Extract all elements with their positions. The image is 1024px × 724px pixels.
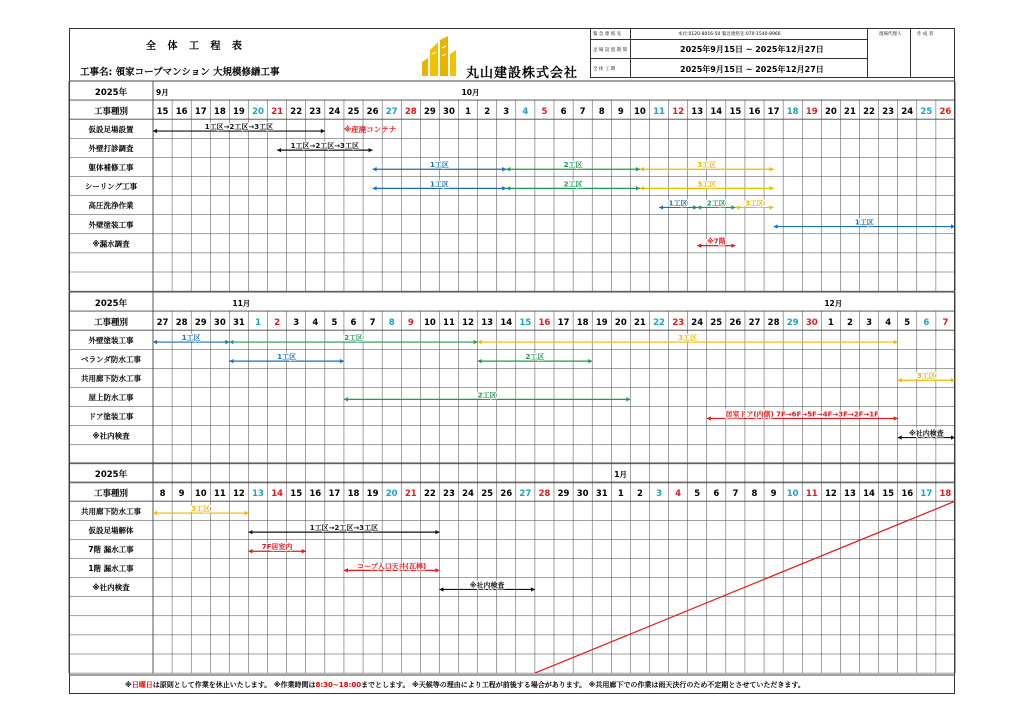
bar-arrow-end — [894, 416, 898, 420]
day-cell: 9 — [407, 318, 414, 329]
day-cell: 8 — [751, 489, 758, 500]
bar-arrow-start — [277, 148, 281, 152]
day-cell: 30 — [213, 318, 226, 329]
bar-label: 3工区 — [916, 372, 936, 381]
bar-arrow-start — [153, 129, 157, 133]
day-cell: 28 — [767, 318, 780, 329]
bar-arrow-end — [474, 340, 478, 344]
task-label: ドア塗装工事 — [88, 412, 134, 422]
day-cell: 2 — [274, 318, 281, 329]
bar-arrow-end — [531, 587, 535, 591]
day-cell: 19 — [595, 318, 608, 329]
bar-label: 1工区→2工区→3工区 — [290, 142, 360, 151]
bar-arrow-end — [626, 397, 630, 401]
bar-label: ※7階 — [706, 237, 726, 246]
bar-label: 2工区 — [563, 180, 583, 189]
day-cell: 18 — [347, 489, 360, 500]
day-cell: 5 — [904, 318, 911, 329]
day-cell: 15 — [729, 107, 742, 118]
rep-label: 現場代理人 — [879, 32, 902, 37]
day-cell: 15 — [290, 489, 303, 500]
bar-arrow-start — [344, 397, 348, 401]
bar-label: 2工区 — [706, 199, 726, 208]
task-label: 外壁塗装工事 — [88, 335, 134, 345]
day-cell: 1 — [255, 318, 261, 329]
day-cell: 28 — [538, 489, 551, 500]
bar-label: ※社内検査 — [908, 429, 944, 438]
day-cell: 17 — [328, 489, 341, 500]
month-label: 10月 — [461, 88, 480, 98]
day-cell: 2 — [847, 318, 853, 329]
day-cell: 10 — [194, 489, 207, 500]
day-cell: 1 — [617, 489, 624, 500]
bar-arrow-end — [951, 378, 955, 382]
task-label: シーリング工事 — [84, 182, 138, 192]
day-cell: 22 — [863, 107, 875, 118]
year-label: 2025年 — [94, 470, 128, 481]
task-label: ベランダ防水工事 — [81, 354, 141, 364]
day-cell: 23 — [443, 489, 455, 500]
task-label: 共用廊下防水工事 — [81, 373, 141, 383]
day-cell: 25 — [481, 489, 494, 500]
bar-arrow-start — [478, 359, 482, 363]
bar-arrow-end — [951, 224, 955, 228]
day-cell: 18 — [576, 318, 589, 329]
day-cell: 20 — [252, 107, 264, 118]
bar-arrow-end — [321, 129, 325, 133]
day-cell: 21 — [404, 489, 417, 500]
day-cell: 24 — [328, 107, 341, 118]
day-cell: 17 — [920, 489, 933, 500]
task-label: 高圧洗浄作業 — [88, 201, 134, 211]
task-label: 仮設足場設置 — [88, 124, 134, 134]
day-cell: 13 — [252, 489, 264, 500]
day-cell: 25 — [710, 318, 723, 329]
bar-arrow-start — [659, 205, 663, 209]
day-cell: 19 — [366, 489, 379, 500]
bar-arrow-end — [435, 568, 439, 572]
bar-arrow-start — [478, 340, 482, 344]
bar-label: 2工区 — [344, 334, 363, 343]
bar-arrow-end — [770, 205, 774, 209]
day-cell: 3 — [293, 318, 300, 329]
year-label: 2025年 — [94, 299, 128, 310]
day-cell: 6 — [923, 318, 930, 329]
day-cell: 12 — [824, 489, 837, 500]
day-cell: 7 — [942, 318, 949, 329]
day-cell: 17 — [767, 107, 780, 118]
day-cell: 8 — [159, 489, 166, 500]
day-cell: 18 — [786, 107, 799, 118]
day-cell: 12 — [233, 489, 245, 500]
bar-arrow-end — [731, 205, 735, 209]
day-cell: 11 — [653, 107, 665, 118]
task-label: 1階 漏水工事 — [88, 564, 134, 574]
emergency-label: 緊 急 連 絡 先 — [593, 32, 622, 37]
bar-arrow-start — [229, 359, 233, 363]
task-label: 外壁打診調査 — [88, 143, 134, 153]
day-cell: 16 — [175, 107, 188, 118]
bar-arrow-start — [506, 186, 510, 190]
day-cell: 9 — [770, 489, 777, 500]
bar-arrow-start — [774, 224, 778, 228]
bar-label: 1工区 — [854, 218, 874, 227]
day-cell: 21 — [844, 107, 856, 118]
day-cell: 8 — [598, 107, 605, 118]
task-label: ※社内検査 — [92, 431, 130, 441]
bar-arrow-start — [248, 530, 252, 534]
day-cell: 29 — [557, 489, 570, 500]
day-cell: 6 — [350, 318, 357, 329]
day-cell: 3 — [866, 318, 873, 329]
day-cell: 30 — [443, 107, 455, 118]
bar-arrow-end — [770, 186, 774, 190]
category-header: 工事種別 — [93, 107, 129, 118]
bar-label: 3工区 — [678, 334, 698, 343]
day-cell: 14 — [710, 107, 723, 118]
month-label: 1月 — [614, 470, 628, 480]
bar-label: 1工区→2工区→3工区 — [309, 524, 379, 533]
bar-arrow-start — [344, 568, 348, 572]
day-cell: 26 — [366, 107, 379, 118]
task-label: 共用廊下防水工事 — [81, 506, 141, 516]
day-cell: 20 — [385, 489, 398, 500]
day-cell: 20 — [824, 107, 837, 118]
note-label: ※産廃コンテナ — [343, 124, 397, 134]
bar-label: 1工区→2工区→3工区 — [204, 123, 274, 132]
day-cell: 27 — [156, 318, 169, 329]
task-label: 外壁塗装工事 — [88, 220, 134, 230]
day-cell: 11 — [443, 318, 455, 329]
month-label: 12月 — [824, 299, 843, 309]
bar-arrow-start — [640, 167, 644, 171]
bar-arrow-end — [502, 186, 506, 190]
category-header: 工事種別 — [93, 489, 129, 500]
bar-arrow-end — [244, 511, 248, 515]
bar-arrow-start — [735, 205, 739, 209]
day-cell: 24 — [691, 318, 704, 329]
bar-label: 1工区 — [181, 334, 201, 343]
day-cell: 13 — [481, 318, 494, 329]
month-label: 11月 — [232, 299, 251, 309]
emergency-value: 本社:0120-8016-50 緊急連絡先:070-1540-8966 — [678, 32, 781, 37]
task-label: ※社内検査 — [92, 583, 130, 593]
day-cell: 27 — [385, 107, 398, 118]
day-cell: 9 — [178, 489, 185, 500]
scaffold-period: 2025年9月15日 ~ 2025年12月27日 — [680, 45, 824, 54]
author-label: 作 成 者 — [917, 32, 934, 37]
bar-label: 3工区 — [697, 180, 717, 189]
task-label: 躯体補修工事 — [88, 162, 134, 172]
day-cell: 31 — [233, 318, 245, 329]
day-cell: 18 — [213, 107, 226, 118]
day-cell: 13 — [691, 107, 704, 118]
day-cell: 23 — [672, 318, 685, 329]
bar-arrow-start — [373, 167, 377, 171]
day-cell: 19 — [805, 107, 818, 118]
day-cell: 14 — [271, 489, 284, 500]
company-name: 丸山建設株式会社 — [466, 66, 579, 81]
bar-arrow-end — [951, 435, 955, 439]
day-cell: 19 — [233, 107, 245, 118]
scaffold-label: 足 場 設 置 期 間 — [593, 48, 628, 53]
project-name: 工事名: 領家コープマンション 大規模修繕工事 — [80, 67, 280, 78]
bar-label: 3工区 — [191, 505, 211, 514]
bar-arrow-end — [588, 359, 592, 363]
bar-arrow-start — [229, 340, 233, 344]
day-cell: 3 — [503, 107, 510, 118]
page-title: 全 体 工 程 表 — [146, 41, 246, 52]
bar-arrow-start — [697, 205, 701, 209]
day-cell: 15 — [519, 318, 532, 329]
day-cell: 24 — [901, 107, 914, 118]
footer-note: ※日曜日は原則として作業を休止いたします。 ※作業時間は8:30~18:00までとします。 ※天候等の理由により工程が前後する場合があります。 ※共用廊下での作業は雨天決行のため不定期とさせていただきます。 — [125, 681, 805, 689]
day-cell: 12 — [672, 107, 685, 118]
bar-label: 2工区 — [477, 391, 497, 400]
task-label: 7階 漏水工事 — [88, 544, 134, 554]
day-cell: 27 — [748, 318, 761, 329]
day-cell: 16 — [901, 489, 914, 500]
bar-arrow-end — [693, 205, 697, 209]
day-cell: 29 — [423, 107, 436, 118]
day-cell: 16 — [538, 318, 551, 329]
bar-arrow-start — [640, 186, 644, 190]
day-cell: 25 — [347, 107, 360, 118]
task-label: 屋上防水工事 — [88, 393, 134, 403]
task-label: 仮設足場解体 — [88, 525, 134, 535]
bar-label: 居室ドア(内側) 7F→6F→5F→4F→3F→2F→1F — [725, 410, 879, 419]
day-cell: 11 — [213, 489, 226, 500]
day-cell: 7 — [732, 489, 739, 500]
overall-period: 2025年9月15日 ~ 2025年12月27日 — [680, 65, 824, 74]
day-cell: 7 — [369, 318, 376, 329]
bar-label: 1工区 — [429, 180, 449, 189]
day-cell: 4 — [885, 318, 892, 329]
bar-arrow-end — [636, 167, 640, 171]
day-cell: 4 — [522, 107, 529, 118]
task-label: ※漏水調査 — [92, 239, 130, 249]
day-cell: 1 — [827, 318, 834, 329]
bar-arrow-start — [898, 378, 902, 382]
bar-label: 2工区 — [525, 353, 545, 362]
day-cell: 16 — [309, 489, 322, 500]
bar-arrow-end — [435, 530, 439, 534]
bar-arrow-end — [731, 243, 735, 247]
day-cell: 29 — [786, 318, 799, 329]
month-label: 9月 — [156, 88, 169, 98]
day-cell: 6 — [560, 107, 567, 118]
day-cell: 23 — [882, 107, 895, 118]
day-cell: 21 — [271, 107, 284, 118]
day-cell: 23 — [309, 107, 322, 118]
day-cell: 10 — [786, 489, 799, 500]
bar-label: 1工区 — [277, 353, 297, 362]
bar-arrow-start — [373, 186, 377, 190]
bar-arrow-start — [898, 435, 902, 439]
bar-label: 3工区 — [697, 161, 717, 170]
day-cell: 17 — [194, 107, 207, 118]
day-cell: 20 — [614, 318, 627, 329]
day-cell: 28 — [404, 107, 417, 118]
day-cell: 2 — [484, 107, 491, 118]
bar-arrow-start — [697, 243, 701, 247]
day-cell: 15 — [882, 489, 895, 500]
bar-arrow-start — [707, 416, 711, 420]
day-cell: 26 — [939, 107, 952, 118]
day-cell: 13 — [844, 489, 856, 500]
bar-label: 7F居室内 — [261, 543, 293, 552]
bar-arrow-end — [369, 148, 373, 152]
bar-arrow-end — [502, 167, 506, 171]
day-cell: 10 — [634, 107, 646, 118]
day-cell: 15 — [156, 107, 169, 118]
bar-arrow-end — [770, 167, 774, 171]
bar-arrow-start — [506, 167, 510, 171]
day-cell: 4 — [675, 489, 682, 500]
day-cell: 26 — [729, 318, 742, 329]
day-cell: 8 — [388, 318, 395, 329]
day-cell: 22 — [423, 489, 436, 500]
day-cell: 29 — [194, 318, 207, 329]
day-cell: 12 — [462, 318, 474, 329]
bar-arrow-start — [153, 511, 157, 515]
day-cell: 6 — [713, 489, 720, 500]
day-cell: 22 — [290, 107, 303, 118]
day-cell: 4 — [312, 318, 319, 329]
bar-arrow-start — [153, 340, 157, 344]
bar-label: 1工区 — [429, 161, 449, 170]
day-cell: 14 — [500, 318, 513, 329]
day-cell: 17 — [557, 318, 570, 329]
bar-arrow-end — [340, 359, 344, 363]
bar-arrow-end — [302, 549, 306, 553]
day-cell: 3 — [656, 489, 662, 500]
bar-label: 2工区 — [563, 161, 583, 170]
day-cell: 16 — [748, 107, 761, 118]
day-cell: 5 — [541, 107, 548, 118]
bar-label: 1工区 — [668, 199, 688, 208]
year-label: 2025年 — [94, 88, 128, 99]
day-cell: 22 — [653, 318, 665, 329]
day-cell: 30 — [805, 318, 818, 329]
day-cell: 26 — [500, 489, 513, 500]
day-cell: 2 — [636, 489, 643, 500]
day-cell: 27 — [519, 489, 532, 500]
bar-arrow-end — [894, 340, 898, 344]
day-cell: 7 — [579, 107, 586, 118]
day-cell: 18 — [939, 489, 952, 500]
overall-label: 全 体 工 期 — [593, 67, 616, 72]
day-cell: 1 — [465, 107, 472, 118]
bar-arrow-start — [439, 587, 443, 591]
day-cell: 31 — [595, 489, 608, 500]
day-cell: 9 — [617, 107, 624, 118]
bar-arrow-start — [248, 549, 252, 553]
day-cell: 30 — [576, 489, 589, 500]
day-cell: 11 — [805, 489, 818, 500]
day-cell: 5 — [694, 489, 701, 500]
day-cell: 28 — [175, 318, 188, 329]
day-cell: 10 — [423, 318, 436, 329]
bar-label: 3工区 — [745, 199, 764, 208]
bar-label: コープ入口天井(瓦棒) — [357, 562, 427, 571]
bar-arrow-end — [225, 340, 229, 344]
category-header: 工事種別 — [93, 318, 129, 329]
day-cell: 24 — [462, 489, 474, 500]
day-cell: 25 — [920, 107, 933, 118]
day-cell: 14 — [863, 489, 875, 500]
bar-label: ※社内検査 — [469, 581, 505, 590]
bar-arrow-end — [636, 186, 640, 190]
day-cell: 5 — [331, 318, 338, 329]
day-cell: 21 — [634, 318, 646, 329]
